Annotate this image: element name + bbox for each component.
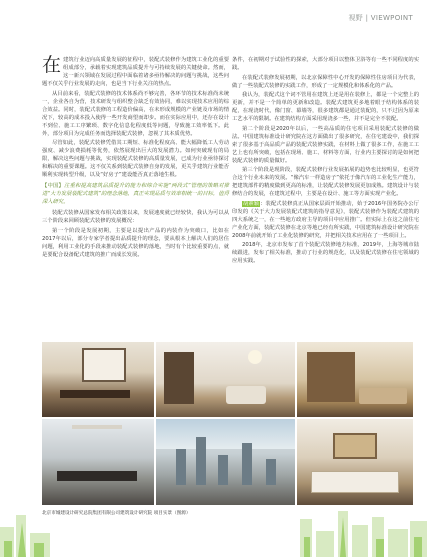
photo-kitchen	[42, 419, 154, 505]
paragraph: 从目前来看，装配式装修的技术体系尚不够完善，各环节的技术标准尚未统一，企业各自为营，技术研发与组织整合缺乏有效协同，难以实现技术应用的综合效益。同时，装配式装修的工程造价偏高，在未形成规模的产业链及市场的情况下，较高的成本投入使得一些开发商望而却步。而在实际应用中，还存在设计不到位、施工工序繁琐、数字化信息化程度低等问题，导致施工效率低下。此外，部分项目为完成任务而选择装配式装修，忽视了其本质优势。	[42, 90, 229, 137]
paragraph: 尽管如此，装配式装修凭借其工期短、标准化程度高、能大幅降低工人劳动强度、减少浪费损耗等优势，依然展现出巨大的发展潜力。如何突破现有的局限，解决这些问题与挑战，实现装配式装修的高质量发展，已成为行业亟待探讨和解决的重要课题。这不仅关系到装配式装修自身的发展，更关乎建筑行业能否顺利实现转型升级，以及“好房子”建设能否真正落地生根。	[42, 140, 229, 178]
paragraph: 条件，在初期对于试验性的探索，大部分项目以整体卫浴等有一些不同程度的实践。	[232, 57, 419, 71]
paragraph: 我认为，装配式这个词不管用在建筑上还是用在装修上，都是一个完整上的更新，并不是一个简单的更新和改造。装配式建筑更多地着眼于结构体系的装配，在现浇时代，像门窗、幕墙等，很多建筑都是通过装配的，只不过因为原来工艺水平的限制。在建筑结构方面采用现浇多一些，并不是完全不装配。	[232, 92, 419, 122]
paragraph: 第二个阶段是2020年以后，一些高品质的住宅项目采用装配式装修的做法。中国建筑标准设计研究院在这方面做出了很多研究，在住宅建设中，我们探索了很多基于高品质产品的装配式装修实践，在材料上做了很多工作，在施工工艺上也有所突破，包括在现场、施工、材料等方面，行业内主要探讨的是如何把装配式装修的质量做好。	[232, 125, 419, 164]
speaker-highlight: 胡素颖	[243, 200, 260, 207]
photo-grid	[42, 342, 413, 505]
section-separator: |	[363, 14, 371, 22]
photo-caption: 北京市城建设计研究总院集团有限公司建筑设计研究院 项目实景（图源）	[42, 511, 191, 516]
section-header	[348, 13, 413, 23]
right-column	[232, 56, 419, 267]
left-column	[42, 56, 229, 260]
paragraph: 第一个阶段是发展初期，主要是以提出产品的内装作为突破口，比如在2017年以后，部分专家学者提出品质提升的理念，要从根本上解决人们的居住问题，利用工业化的手段来推动装配式装修的落地，当时有个比较重要的点，就是要配合设备配式建筑的推广而成长发展。	[42, 227, 229, 258]
paragraph: 第三个阶段是现阶段，装配式装修行业发展拓展的趋势也比较明显，也更符合这个行业未来的发展。“像汽车一样造房子”依托于像汽车的工业化生产能力，把建筑部件的精度做到更高的标准，让装配式装修发展更加成熟。建筑设计与装修结合的发展，在建筑过程中，主要是在设计、施工等方面实现产业化。	[232, 167, 419, 197]
section-label-cn: 视野	[348, 14, 364, 22]
paragraph: 2018年，北京市发布了首个装配式装修地方标准，2019年，上海等城市陆续跟进，发布了相关标准，推动了行业的规范化，以及装配式装修在住宅领域的应用实践。	[232, 242, 419, 264]
quote-text: 注重和提高建筑品质提升的能力和综合实施“两段式”管理的策略对推进“大力发展装配式建筑”的理念落地，真正实现品质与效率相统一的目标，值得深入研究。	[42, 183, 229, 205]
pull-quote	[42, 182, 229, 206]
photo-study	[297, 342, 413, 417]
drop-cap: 在	[42, 54, 62, 76]
quote-label: 【中国】	[42, 183, 64, 189]
photo-dining-room	[42, 342, 154, 417]
skyline-illustration	[0, 497, 427, 557]
paragraph: 在装配式装修发展初期，以北京保障性中心开发的保障性住房项目为代表，做了一些装配式装修的实践工作，形成了一定规模化和体系化的产品。	[232, 74, 419, 89]
photo-living-room	[156, 342, 295, 417]
paragraph-text: ：装配式装修真正从国家层面开始推动，始于2016年国务院办公厅印发的《关于大力发展装配式建筑的指导意见》，装配式装修作为装配式建筑的四大系统之一，在一些地方政府主导的项目中应用推广。但实际上在这之前住宅产业化方面，装配式装修在北京等地已经有所实践，中国建筑标准设计研究院在2008年前就开始了工业化装修的研究，并把相关技术应用在了一些项目上。	[232, 200, 419, 239]
photo-bedroom	[297, 419, 413, 505]
paragraph: 装配式装修从国家发布相关政策以来，发展速度就已经较快，我认为可以从三个阶段来回顾装配式装修的发展概况：	[42, 210, 229, 224]
paragraph-text: 建筑行业迈向高质量发展的征程中，装配式装修作为建筑工业化的重要组成部分，承载着实现建筑品质提升与可持续发展的关键使命。然而，这一新兴领域在发展过程中面临着诸多亟待解决的问题与挑战，这些问题不仅关乎行业发展的走向，也是当下行业关注的热点。	[42, 57, 229, 87]
paragraph	[42, 56, 229, 88]
paragraph	[232, 200, 419, 240]
section-label-en: VIEWPOINT	[370, 14, 413, 22]
photo-city-view	[156, 419, 295, 505]
